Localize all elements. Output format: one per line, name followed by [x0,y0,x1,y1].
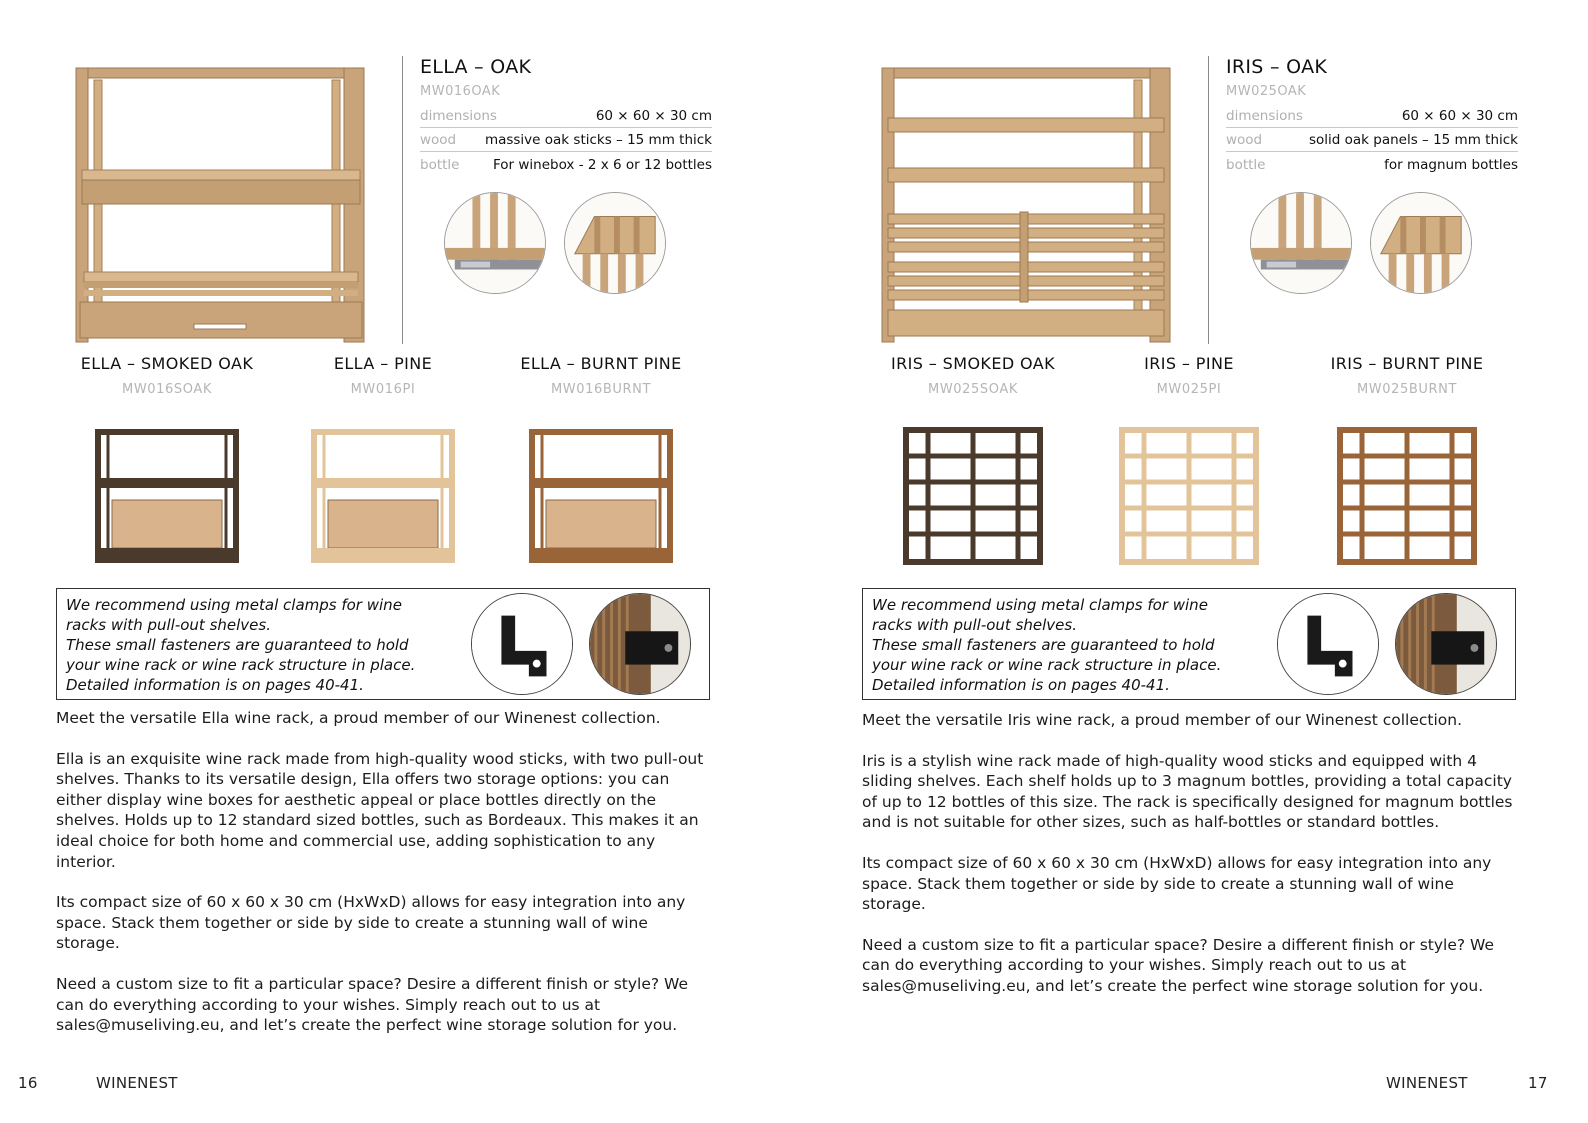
description [56,708,716,1056]
clamp-image [1277,593,1379,695]
description [862,710,1522,1017]
description-paragraph: Need a custom size to fit a particular space? Desire a different finish or style? We can do everything according to your wishes. Simply reach out to us at sales@museliving.eu, and let’s create the perfect wine storage solution for you. [56,974,689,1035]
variant-smoked-oak [60,354,274,397]
variant-image [898,426,1048,566]
variant-name: ELLA – PINE [333,354,433,373]
description-paragraph: Iris is a stylish wine rack made of high-quality wood sticks and equipped with 4 sliding shelves. Each shelf holds up to 3 magnum bottles, providing a total capacity of up to 12 bottles of this size. The rack is specifically designed for magnum bottles and is not suitable for other sizes, such as half-bottles or standard bottles. [862,751,1513,832]
clamp-note-box [862,588,1516,700]
divider-line [402,56,403,344]
clamp-image [471,593,573,695]
description-paragraph: Ella is an exquisite wine rack made from high-quality wood sticks, with two pull-out shelves. Thanks to its versatile design, Ella offers two storage options: you can either display wine boxes for aesthetic appeal or place bottles directly on the shelves. Holds up to 12 standard sized bottles, such as Bordeaux. This makes it an ideal choice for both home and commercial use, adding sophistication to any interior. [56,749,704,871]
spec-row [420,104,712,128]
spec-row [1226,152,1518,176]
variant-code: MW016SOAK [122,382,212,397]
variant-image [526,426,676,566]
variant-code: MW025SOAK [928,382,1018,397]
spec-block [420,56,712,176]
spec-label: dimensions [420,108,497,124]
variant-name: ELLA – SMOKED OAK [80,354,254,373]
spec-label: bottle [1226,157,1266,173]
ella-oak-product-image [74,66,366,344]
clamp-installed-image [1395,593,1497,695]
brand-label: WINENEST [96,1074,178,1092]
variant-name: IRIS – BURNT PINE [1330,354,1484,373]
clamp-note-text: We recommend using metal clamps for wine racks with pull-out shelves. These small fasteners are guaranteed to hold your wine rack or wine rack structure in place. Detailed information is on pages 40-41. [872,596,1222,694]
variant-name: IRIS – PINE [1144,354,1234,373]
variant-burnt-pine [494,354,708,397]
spec-block [1226,56,1518,176]
spec-value: for magnum bottles [1384,157,1518,173]
variant-image [1332,426,1482,566]
right-page [806,0,1588,1123]
product-code: MW016OAK [420,84,501,99]
variant-image [92,426,242,566]
variant-name: ELLA – BURNT PINE [520,354,682,373]
variant-smoked-oak [866,354,1080,397]
spec-row [1226,128,1518,152]
spec-row [1226,104,1518,128]
variant-code: MW016BURNT [550,382,651,397]
spec-label: wood [1226,132,1263,148]
page-number: 16 [18,1074,38,1092]
detail-images [444,192,666,294]
variant-code: MW016PI [350,382,416,397]
slats-detail-image [564,192,666,294]
variant-name: IRIS – SMOKED OAK [891,354,1055,373]
variant-pine [276,354,490,397]
clamp-note-text: We recommend using metal clamps for wine racks with pull-out shelves. These small fasteners are guaranteed to hold your wine rack or wine rack structure in place. Detailed information is on pages 40-41. [66,596,416,694]
clamp-note-box [56,588,710,700]
slats-detail-image [1370,192,1472,294]
slide-detail-image [444,192,546,294]
variant-image [1114,426,1264,566]
iris-oak-product-image [880,66,1172,344]
variant-code: MW025BURNT [1356,382,1457,397]
spec-value: For winebox - 2 x 6 or 12 bottles [492,157,712,173]
product-code: MW025OAK [1226,84,1307,99]
spec-label: dimensions [1226,108,1303,124]
description-paragraph: Meet the versatile Ella wine rack, a proud member of our Winenest collection. [56,709,661,727]
product-title: IRIS – OAK [1226,56,1328,78]
divider-line [1208,56,1209,344]
brand-label: WINENEST [1386,1074,1468,1092]
slide-detail-image [1250,192,1352,294]
variant-list [866,354,1536,568]
spec-row [420,152,712,176]
description-paragraph: Its compact size of 60 x 60 x 30 cm (HxWxD) allows for easy integration into any space. Stack them together or side by side to create a stunning wall of wine storage. [56,893,686,953]
description-paragraph: Meet the versatile Iris wine rack, a proud member of our Winenest collection. [862,711,1463,729]
spec-row [420,128,712,152]
spec-value: massive oak sticks – 15 mm thick [484,132,712,148]
detail-images [1250,192,1472,294]
spec-label: bottle [420,157,460,173]
variant-burnt-pine [1300,354,1514,397]
description-paragraph: Its compact size of 60 x 60 x 30 cm (HxWxD) allows for easy integration into any space. Stack them together or side by side to create a stunning wall of wine storage. [862,853,1492,914]
spec-value: 60 × 60 × 30 cm [1401,108,1518,124]
clamp-installed-image [589,593,691,695]
variant-list [60,354,730,568]
spec-value: solid oak panels – 15 mm thick [1308,132,1518,148]
variant-image [308,426,458,566]
description-paragraph: Need a custom size to fit a particular space? Desire a different finish or style? We can do everything according to your wishes. Simply reach out to us at sales@museliving.eu, and let’s create the perfect wine storage solution for you. [862,935,1495,995]
variant-pine [1082,354,1296,397]
variant-code: MW025PI [1156,382,1222,397]
spec-value: 60 × 60 × 30 cm [595,108,712,124]
page-number: 17 [1528,1074,1548,1092]
product-title: ELLA – OAK [420,56,532,78]
spec-label: wood [420,132,457,148]
